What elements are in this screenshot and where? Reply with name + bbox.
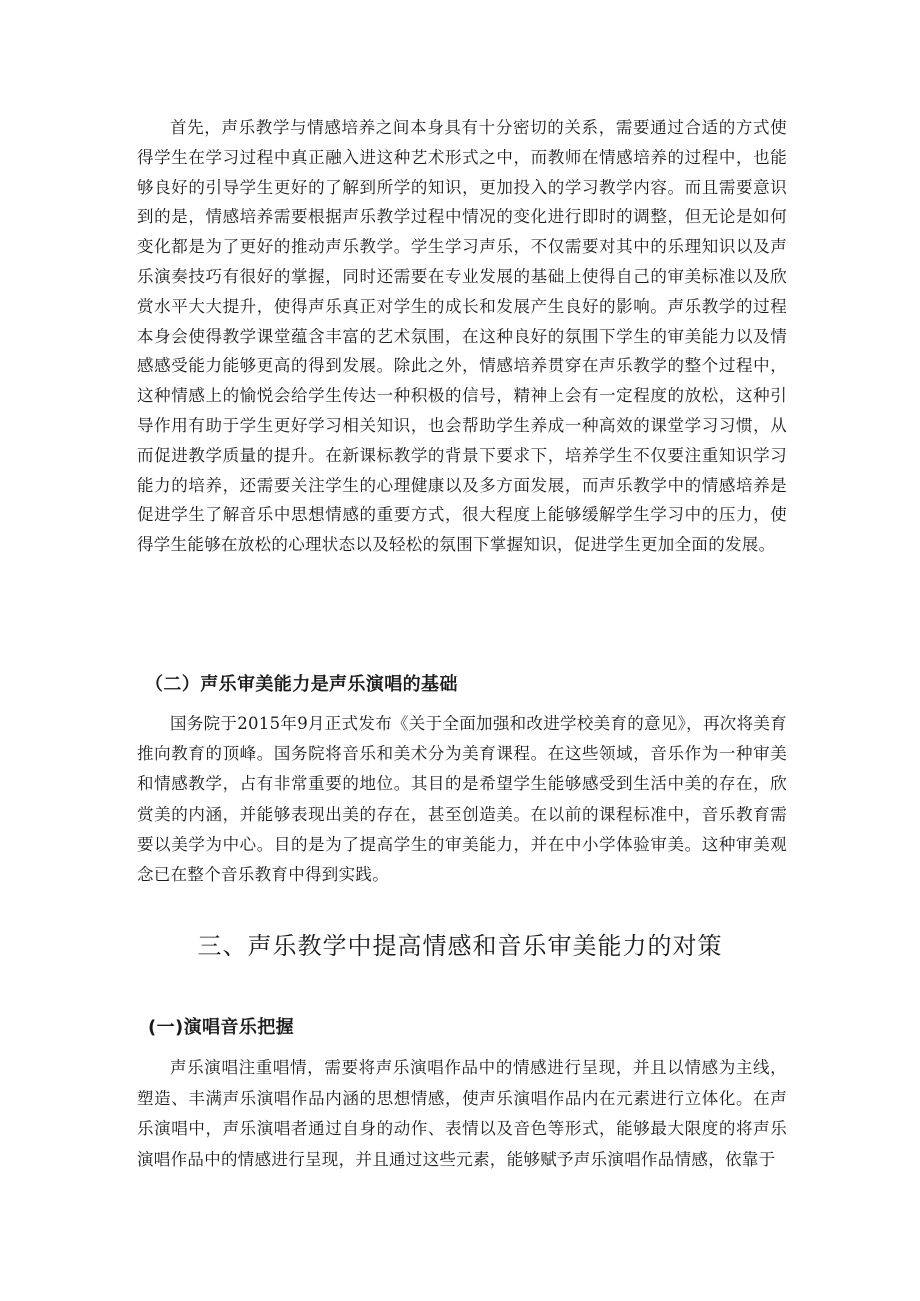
body-paragraph-singing-emotion: 声乐演唱注重唱情，需要将声乐演唱作品中的情感进行呈现，并且以情感为主线，塑造、丰满声乐演唱作品内涵的思想情感，使声乐演唱作品内在元素进行立体化。在声乐演唱中，声乐演唱者通过自身的动作、表情以及音色等形式，能够最大限度的将声乐演唱作品中的情感进行呈现，并且通过这些元素，能够赋予声乐演唱作品情感，依靠于 bbox=[137, 1058, 787, 1169]
section-title-strategies: 三、声乐教学中提高情感和音乐审美能力的对策 bbox=[197, 932, 723, 960]
body-paragraph-emotion-cultivation: 首先，声乐教学与情感培养之间本身具有十分密切的关系，需要通过合适的方式使得学生在学习过程中真正融入进这种艺术形式之中，而教师在情感培养的过程中，也能够良好的引导学生更好的了解到所学的知识，更加投入的学习教学内容。而且需要意识到的是，情感培养需要根据声乐教学过程中情况的变化进行即时的调整，但无论是如何变化都是为了更好的推动声乐教学。学生学习声乐，不仅需要对其中的乐理知识以及声乐演奏技巧有很好的掌握，同时还需要在专业发展的基础上使得自己的审美标准以及欣赏水平大大提升，使得声乐真正对学生的成长和发展产生良好的影响。声乐教学的过程本身会使得教学课堂蕴含丰富的艺术氛围，在这种良好的氛围下学生的审美能力以及情感感受能力能够更高的得到发展。除此之外，情感培养贯穿在声乐教学的整个过程中，这种情感上的愉悦会给学生传达一种积极的信号，精神上会有一定程度的放松，这种引导作用有助于学生更好学习相关知识，也会帮助学生养成一种高效的课堂学习习惯，从而促进教学质量的提升。在新课标教学的背景下要求下，培养学生不仅要注重知识学习能力的培养，还需要关注学生的心理健康以及多方面发展，而声乐教学中的情感培养是促进学生了解音乐中思想情感的重要方式，很大程度上能够缓解学生学习中的压力，使得学生能够在放松的心理状态以及轻松的氛围下掌握知识，促进学生更加全面的发展。 bbox=[137, 118, 787, 555]
body-paragraph-aesthetic-education-policy: 国务院于2015年9月正式发布《关于全面加强和改进学校美育的意见》，再次将美育推向教育的顶峰。国务院将音乐和美术分为美育课程。在这些领域，音乐作为一种审美和情感教学，占有非常重要的地位。其目的是希望学生能够感受到生活中美的存在，欣赏美的内涵，并能够表现出美的存在，甚至创造美。在以前的课程标准中，音乐教育需要以美学为中心。目的是为了提高学生的审美能力，并在中小学体验审美。这种审美观念已在整个音乐教育中得到实践。 bbox=[137, 714, 787, 885]
subheading-singing-music-grasp: (一)演唱音乐把握 bbox=[148, 1017, 295, 1038]
subheading-aesthetic-ability-foundation: （二）声乐审美能力是声乐演唱的基础 bbox=[145, 674, 458, 695]
